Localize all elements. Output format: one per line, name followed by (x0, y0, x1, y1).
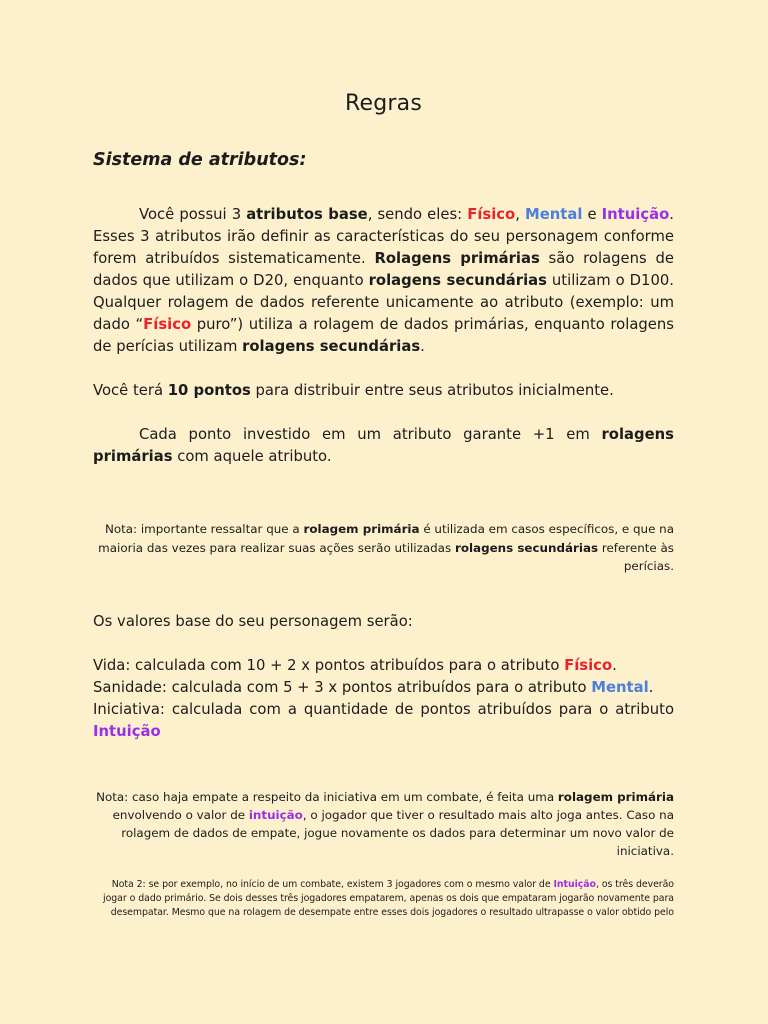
text: . Esses 3 atributos irão definir as características do seu personagem conforme forem atribuídos sistematicamente. (93, 206, 674, 267)
intuicao-label: Intuição (601, 206, 670, 223)
mental-label: Mental (524, 206, 583, 223)
text: são rolagens de dados que utilizam o D20, enquanto (93, 250, 674, 289)
text: Vida: calculada com 10 + 2 x pontos atribuídos para o atributo (93, 656, 565, 674)
base-values-list (93, 655, 674, 743)
intuicao-label: Intuição (553, 879, 596, 891)
base-values-intro: Os valores base do seu personagem serão: (93, 612, 413, 630)
bold-text: rolagem primária (557, 789, 674, 804)
text: com aquele atributo. (172, 448, 332, 465)
text: , (515, 206, 525, 223)
bold-text: atributos base (246, 206, 368, 223)
intuicao-label: Intuição (93, 722, 161, 740)
text: envolvendo o valor de (112, 807, 249, 822)
sanidade-line (93, 677, 674, 699)
bold-text: rolagens secundárias (454, 540, 599, 555)
page-title: Regras (345, 91, 422, 116)
bold-text: 10 pontos (167, 382, 251, 399)
attributes-paragraph (93, 204, 674, 358)
text: Nota: importante ressaltar que a (104, 522, 304, 536)
text: Nota: caso haja empate a respeito da iniciativa em um combate, é feita uma (96, 789, 558, 804)
bold-text: rolagens secundárias (368, 272, 547, 289)
text: , o jogador que tiver o resultado mais alto joga antes. Caso na rolagem de dados de empate, jogue novamente os dados para determinar um novo valor de iniciativa. (121, 807, 674, 859)
text: é utilizada em casos específicos, e que na maioria das vezes para realizar suas ações serão utilizadas (98, 522, 674, 555)
text: Cada ponto investido em um atributo garante +1 em (139, 426, 602, 443)
bonus-paragraph (93, 424, 674, 468)
text: utilizam o D100. Qualquer rolagem de dados referente unicamente ao atributo (exemplo: um dado “ (93, 272, 674, 333)
bold-text: rolagens primárias (93, 426, 674, 465)
text: Nota 2: se por exemplo, no início de um combate, existem 3 jogadores com o mesmo valor de (111, 879, 554, 891)
mental-label: Mental (591, 678, 649, 696)
vida-line (93, 655, 674, 677)
text: Você possui 3 (139, 206, 247, 223)
note-initiative-tie (93, 788, 674, 861)
text: . (420, 338, 425, 355)
text: . (612, 656, 617, 674)
text: Iniciativa: calculada com a quantidade de pontos atribuídos para o atributo (93, 700, 674, 718)
points-paragraph (93, 380, 674, 402)
bold-text: rolagens secundárias (242, 338, 421, 355)
text: . (648, 678, 654, 696)
fisico-label: Físico (143, 316, 192, 333)
bold-text: rolagem primária (303, 522, 420, 536)
text: , sendo eles: (367, 206, 468, 223)
text: puro”) utiliza a rolagem de dados primárias, enquanto rolagens de perícias utilizam (93, 316, 674, 355)
note-primary-roll (93, 520, 674, 576)
text: referente às perícias. (598, 540, 674, 573)
section-title: Sistema de atributos: (93, 150, 307, 170)
text: para distribuir entre seus atributos inicialmente. (250, 382, 614, 399)
intuicao-label: intuição (248, 807, 303, 822)
note-2-example (93, 878, 674, 920)
text: Você terá (93, 382, 168, 399)
bold-text: Rolagens primárias (374, 250, 540, 267)
fisico-label: Físico (564, 656, 613, 674)
text: , os três deverão jogar o dado primário. Se dois desses três jogadores empatarem, apenas os dois que empataram jogarão novamente para desempatar. Mesmo que na rolagem de desempate entre esses dois jogadores o resultado ultrapasse o valor obtido pelo (103, 879, 674, 919)
text: e (582, 206, 602, 223)
fisico-label: Físico (467, 206, 516, 223)
iniciativa-line (93, 699, 674, 743)
text: Sanidade: calculada com 5 + 3 x pontos atribuídos para o atributo (93, 678, 592, 696)
